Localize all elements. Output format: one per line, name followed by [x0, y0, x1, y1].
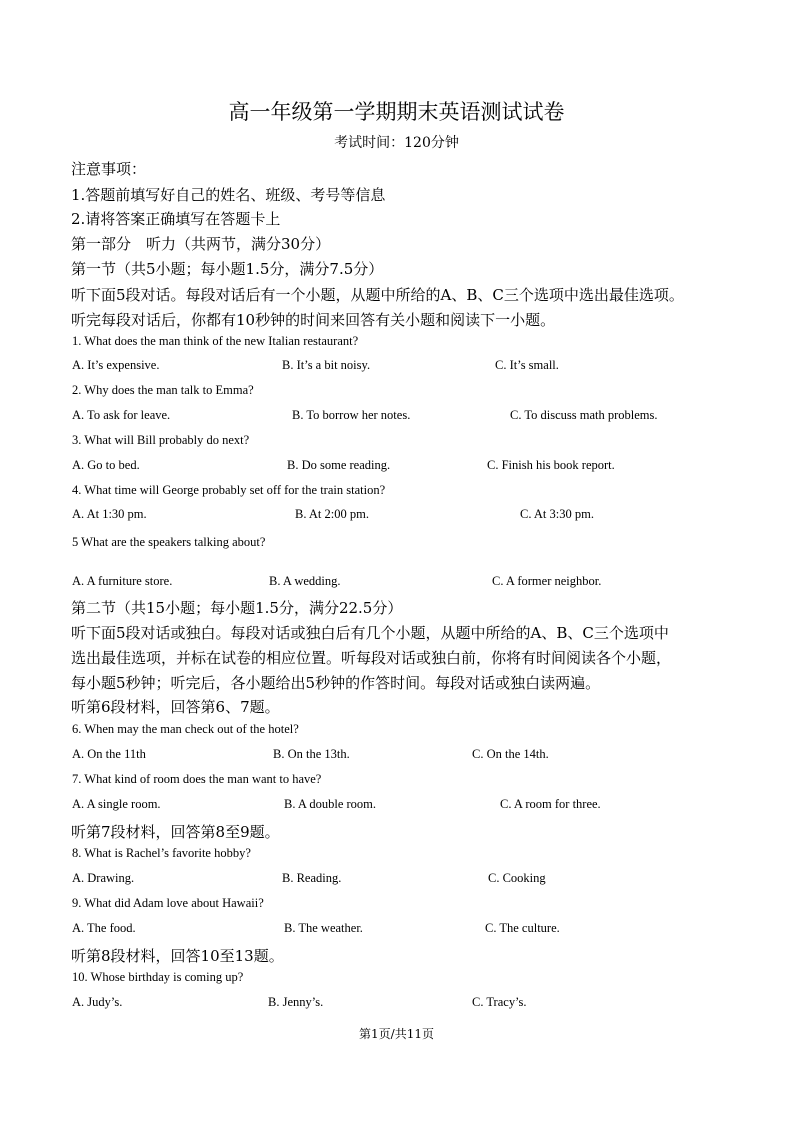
option-a: A. Drawing. — [72, 871, 135, 885]
section1-instruction: 听下面5段对话。每段对话后有一个小题，从题中所给的A、B、C三个选项中选出最佳选项。 — [71, 286, 684, 304]
question-stem: 10. Whose birthday is coming up? — [72, 970, 244, 984]
option-b: B. It’s a bit noisy. — [282, 358, 371, 372]
question-stem: 3. What will Bill probably do next? — [72, 433, 250, 447]
question-stem: 5 What are the speakers talking about? — [72, 535, 266, 549]
option-b: B. Jenny’s. — [268, 995, 324, 1009]
option-b: B. To borrow her notes. — [292, 408, 411, 422]
option-a: A. It’s expensive. — [72, 358, 160, 372]
page-number: 第1页/共11页 — [359, 1027, 434, 1041]
option-c: C. A room for three. — [500, 797, 601, 811]
section2-heading: 第二节（共15小题；每小题1.5分，满分22.5分） — [71, 599, 403, 617]
option-b: B. A wedding. — [269, 574, 341, 588]
option-c: C. A former neighbor. — [492, 574, 602, 588]
notice-item: 1.答题前填写好自己的姓名、班级、考号等信息 — [71, 186, 386, 204]
option-b: B. Reading. — [282, 871, 342, 885]
option-c: C. On the 14th. — [472, 747, 549, 761]
question-stem: 4. What time will George probably set off for the train station? — [72, 483, 386, 497]
option-c: C. To discuss math problems. — [510, 408, 658, 422]
option-c: C. It’s small. — [495, 358, 559, 372]
question-stem: 2. Why does the man talk to Emma? — [72, 383, 254, 397]
option-b: B. On the 13th. — [273, 747, 350, 761]
option-a: A. A single room. — [72, 797, 161, 811]
option-a: A. The food. — [72, 921, 136, 935]
part1-heading: 第一部分 听力（共两节，满分30分） — [71, 235, 331, 253]
notice-item: 2.请将答案正确填写在答题卡上 — [71, 210, 281, 228]
option-b: B. The weather. — [284, 921, 363, 935]
option-c: C. Tracy’s. — [472, 995, 527, 1009]
exam-time: 考试时间：120分钟 — [334, 135, 459, 151]
question-stem: 9. What did Adam love about Hawaii? — [72, 896, 264, 910]
option-b: B. A double room. — [284, 797, 377, 811]
notice-heading: 注意事项： — [71, 160, 147, 178]
page-title: 高一年级第一学期期末英语测试试卷 — [228, 100, 565, 124]
question-stem: 1. What does the man think of the new Italian restaurant? — [72, 334, 359, 348]
material-note: 听第7段材料，回答第8至9题。 — [71, 823, 280, 841]
option-a: A. A furniture store. — [72, 574, 173, 588]
option-b: B. Do some reading. — [287, 458, 391, 472]
section2-instruction: 选出最佳选项，并标在试卷的相应位置。听每段对话或独白前，你将有时间阅读各个小题， — [71, 649, 672, 667]
question-stem: 8. What is Rachel’s favorite hobby? — [72, 846, 251, 860]
section1-instruction: 听完每段对话后，你都有10秒钟的时间来回答有关小题和阅读下一小题。 — [71, 311, 556, 329]
option-c: C. The culture. — [485, 921, 560, 935]
material-note: 听第6段材料，回答第6、7题。 — [71, 698, 280, 716]
option-b: B. At 2:00 pm. — [295, 507, 369, 521]
option-c: C. Cooking — [488, 871, 546, 885]
option-a: A. To ask for leave. — [72, 408, 171, 422]
option-a: A. On the 11th — [72, 747, 146, 761]
option-a: A. Judy’s. — [72, 995, 123, 1009]
section2-instruction: 听下面5段对话或独白。每段对话或独白后有几个小题，从题中所给的A、B、C三个选项中 — [71, 624, 669, 642]
section1-heading: 第一节（共5小题；每小题1.5分，满分7.5分） — [71, 260, 384, 278]
question-stem: 7. What kind of room does the man want to have? — [72, 772, 322, 786]
option-c: C. At 3:30 pm. — [520, 507, 594, 521]
option-a: A. Go to bed. — [72, 458, 140, 472]
option-c: C. Finish his book report. — [487, 458, 615, 472]
section2-instruction: 每小题5秒钟；听完后，各小题给出5秒钟的作答时间。每段对话或独白读两遍。 — [71, 674, 601, 692]
material-note: 听第8段材料，回答10至13题。 — [71, 947, 284, 965]
question-stem: 6. When may the man check out of the hotel? — [72, 722, 299, 736]
option-a: A. At 1:30 pm. — [72, 507, 147, 521]
